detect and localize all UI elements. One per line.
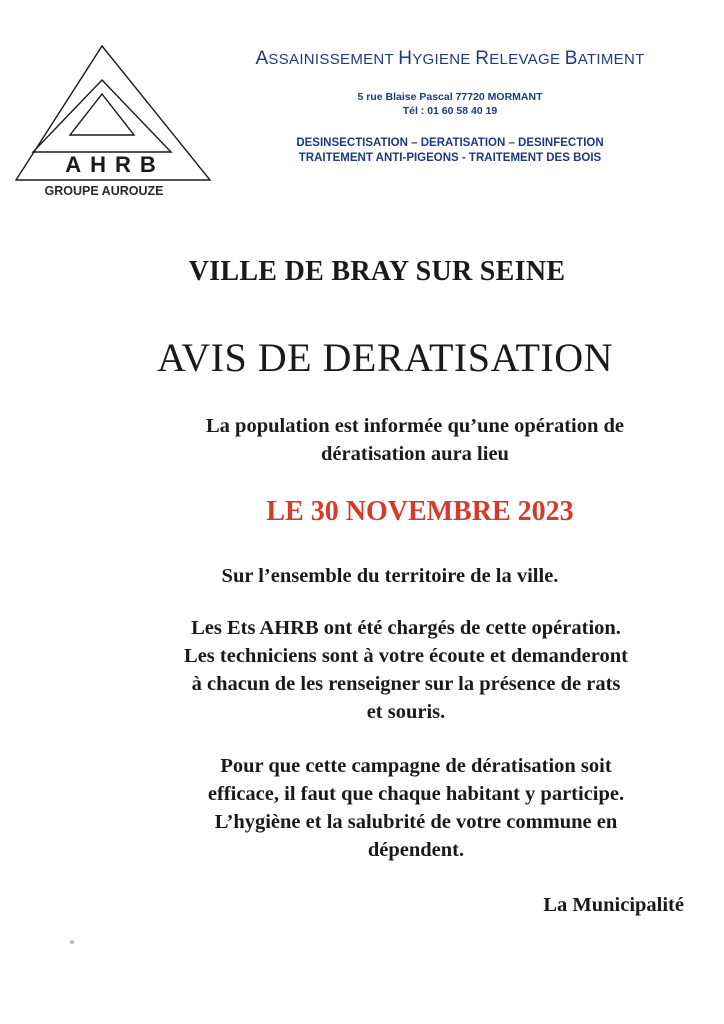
operation-date: LE 30 NOVEMBRE 2023 (266, 496, 574, 527)
company-header (230, 48, 670, 166)
logo-text: AHRB (65, 152, 165, 177)
town-heading: VILLE DE BRAY SUR SEINE (188, 256, 566, 287)
notice-title: AVIS DE DERATISATION (157, 335, 613, 380)
participation-paragraph: Pour que cette campagne de dératisation soit efficace, il faut que chaque habitant y participe. L’hygiène et la salubrité de votre commune en dépendent. (207, 755, 625, 861)
company-address-block (230, 90, 670, 118)
company-name: ASSAINISSEMENT HYGIENE RELEVAGE BATIMENT (255, 48, 645, 69)
scope-paragraph: Sur l’ensemble du territoire de la ville. (221, 565, 559, 587)
intro-paragraph: La population est informée qu’une opération de dératisation aura lieu (206, 415, 624, 465)
company-phone: Tél : 01 60 58 40 19 (402, 105, 498, 117)
logo-group-name: GROUPE AUROUZE (44, 184, 164, 198)
company-logo (14, 40, 214, 190)
services-line-1: DESINSECTISATION – DERATISATION – DESINFECTION (296, 137, 604, 149)
signature: La Municipalité (543, 894, 684, 916)
company-services (230, 136, 670, 166)
scan-speck (70, 940, 74, 944)
technicians-paragraph: Les Ets AHRB ont été chargés de cette opération. Les techniciens sont à votre écoute et demanderont à chacun de les renseigner sur la présence de rats et souris. (184, 617, 628, 723)
company-address: 5 rue Blaise Pascal 77720 MORMANT (357, 91, 543, 103)
services-line-2: TRAITEMENT ANTI-PIGEONS - TRAITEMENT DES BOIS (298, 152, 602, 164)
